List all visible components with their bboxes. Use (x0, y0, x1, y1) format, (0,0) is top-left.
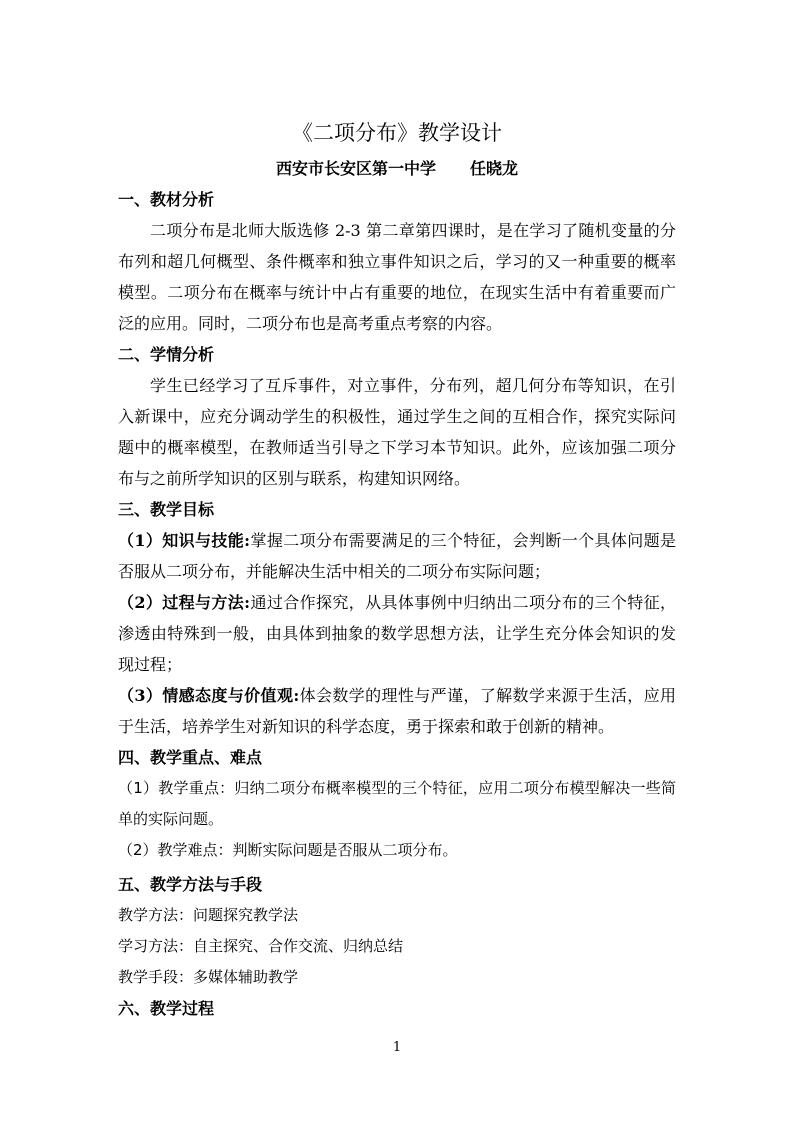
section-heading: 二、学情分析 (118, 345, 215, 364)
section-heading: 五、教学方法与手段 (118, 875, 263, 894)
objective-item (118, 680, 676, 742)
key-point-item: （2）教学难点：判断实际问题是否服从二项分布。 (118, 841, 458, 859)
section-paragraph: 学生已经学习了互斥事件，对立事件，分布列，超几何分布等知识，在引入新课中，应充分调动学生的积极性，通过学生之间的互相合作，探究实际问题中的概率模型，在教师适当引导之下学习本节知识。此外，应该加强二项分布与之前所学知识的区别与联系，构建知识网络。 (118, 376, 676, 488)
objective-label: （3）情感态度与价值观: (118, 686, 300, 705)
key-point-item: （1）教学重点：归纳二项分布概率模型的三个特征，应用二项分布模型解决一些简单的实际问题。 (118, 779, 676, 828)
section-heading: 三、教学目标 (118, 500, 215, 519)
method-item: 教学方法：问题探究教学法 (118, 906, 299, 924)
page-number: 1 (392, 1040, 402, 1055)
section-methods (118, 873, 676, 993)
objective-text: 通过合作探究，从具体事例中归纳出二项分布的三个特征，渗透由特殊到一般，由具体到抽象的数学思想方法，让学生充分体会知识的发现过程； (118, 593, 676, 674)
method-item: 教学手段：多媒体辅助教学 (118, 968, 299, 986)
section-process (118, 997, 676, 1021)
method-item: 学习方法：自主探究、合作交流、归纳总结 (118, 937, 404, 955)
section-heading: 四、教学重点、难点 (118, 748, 263, 767)
section-textbook-analysis (118, 188, 676, 339)
section-heading: 六、教学过程 (118, 999, 215, 1018)
section-teaching-objectives (118, 498, 676, 742)
document-title: 《二项分布》教学设计 (292, 121, 502, 145)
objective-text: 体会数学的理性与严谨，了解数学来源于生活，应用于生活，培养学生对新知识的科学态度，勇于探索和敢于创新的精神。 (118, 686, 676, 736)
objective-label: （1）知识与技能: (118, 531, 251, 550)
objective-item (118, 525, 676, 587)
author-school: 西安市长安区第一中学 (275, 159, 436, 178)
section-key-points (118, 746, 676, 866)
objective-text: 掌握二项分布需要满足的三个特征，会判断一个具体问题是否服从二项分布，并能解决生活中相关的二项分布实际问题； (118, 531, 676, 581)
author-name: 任晓龙 (470, 159, 519, 178)
objective-item (118, 587, 676, 680)
section-heading: 一、教材分析 (118, 190, 215, 209)
section-paragraph: 二项分布是北师大版选修 2-3 第二章第四课时，是在学习了随机变量的分布列和超几何概型、条件概率和独立事件知识之后，学习的又一种重要的概率模型。二项分布在概率与统计中占有重要的地位，在现实生活中有着重要而广泛的应用。同时，二项分布也是高考重点考察的内容。 (118, 221, 676, 333)
objective-label: （2）过程与方法: (118, 593, 251, 612)
author-line (0, 156, 794, 182)
section-learner-analysis (118, 343, 676, 494)
